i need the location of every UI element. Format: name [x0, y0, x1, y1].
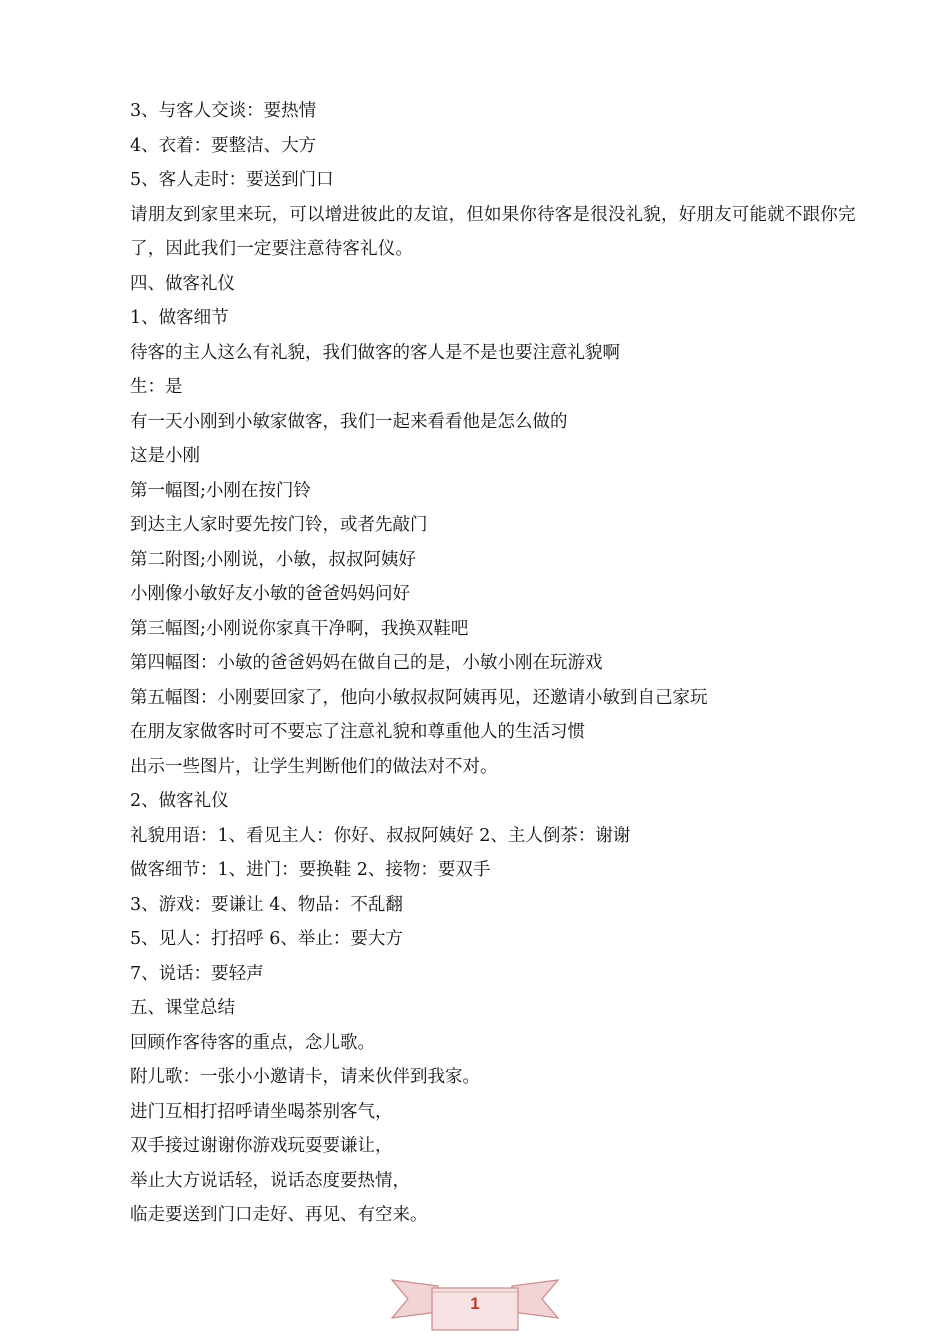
section-heading: 四、做客礼仪 — [130, 273, 235, 294]
text-line: 第三幅图;小刚说你家真干净啊，我换双鞋吧 — [130, 618, 469, 639]
page-number-ribbon — [390, 1272, 560, 1332]
text-line: 回顾作客待客的重点，念儿歌。 — [130, 1032, 375, 1053]
text-line: 第一幅图;小刚在按门铃 — [130, 480, 311, 501]
subsection-heading: 1、做客细节 — [130, 308, 229, 328]
text-line: 到达主人家时要先按门铃，或者先敲门 — [130, 515, 428, 535]
text-line: 有一天小刚到小敏家做客，我们一起来看看他是怎么做的 — [130, 411, 568, 432]
text-line: 在朋友家做客时可不要忘了注意礼貌和尊重他人的生活习惯 — [130, 722, 585, 742]
text-line: 第二附图;小刚说，小敏，叔叔阿姨好 — [130, 549, 416, 570]
subsection-heading: 2、做客礼仪 — [130, 791, 229, 811]
text-line: 3、游戏：要谦让 4、物品：不乱翻 — [130, 894, 403, 915]
text-line: 第五幅图：小刚要回家了，他向小敏叔叔阿姨再见，还邀请小敏到自己家玩 — [130, 687, 708, 708]
text-line: 临走要送到门口走好、再见、有空来。 — [130, 1205, 428, 1225]
text-line: 进门互相打招呼请坐喝茶别客气， — [130, 1101, 393, 1122]
text-line: 7、说话：要轻声 — [130, 963, 264, 984]
text-line: 礼貌用语：1、看见主人：你好、叔叔阿姨好 2、主人倒茶：谢谢 — [130, 825, 631, 846]
text-line: 出示一些图片，让学生判断他们的做法对不对。 — [130, 756, 498, 777]
text-line: 做客细节：1、进门：要换鞋 2、接物：要双手 — [130, 860, 491, 880]
text-line: 3、与客人交谈：要热情 — [130, 101, 317, 121]
text-line: 生：是 — [130, 377, 183, 397]
paragraph: 请朋友到家里来玩，可以增进彼此的友谊，但如果你待客是很没礼貌，好朋友可能就不跟你完了，因此我们一定要注意待客礼仪。 — [130, 204, 856, 259]
text-line: 这是小刚 — [130, 446, 200, 466]
section-heading: 五、课堂总结 — [130, 998, 235, 1018]
text-line: 5、见人：打招呼 6、举止：要大方 — [130, 929, 403, 949]
text-line: 5、客人走时：要送到门口 — [130, 170, 334, 190]
text-line: 第四幅图：小敏的爸爸妈妈在做自己的是，小敏小刚在玩游戏 — [130, 653, 603, 673]
text-line: 举止大方说话轻，说话态度要热情， — [130, 1170, 410, 1191]
text-line: 小刚像小敏好友小敏的爸爸妈妈问好 — [130, 584, 410, 604]
text-line: 4、衣着：要整洁、大方 — [130, 135, 317, 156]
page-number: 1 — [470, 1294, 480, 1313]
text-line: 待客的主人这么有礼貌，我们做客的客人是不是也要注意礼貌啊 — [130, 342, 620, 363]
text-line: 双手接过谢谢你游戏玩耍要谦让， — [130, 1136, 393, 1156]
text-line: 附儿歌：一张小小邀请卡，请来伙伴到我家。 — [130, 1067, 480, 1087]
document-body — [90, 94, 870, 1233]
